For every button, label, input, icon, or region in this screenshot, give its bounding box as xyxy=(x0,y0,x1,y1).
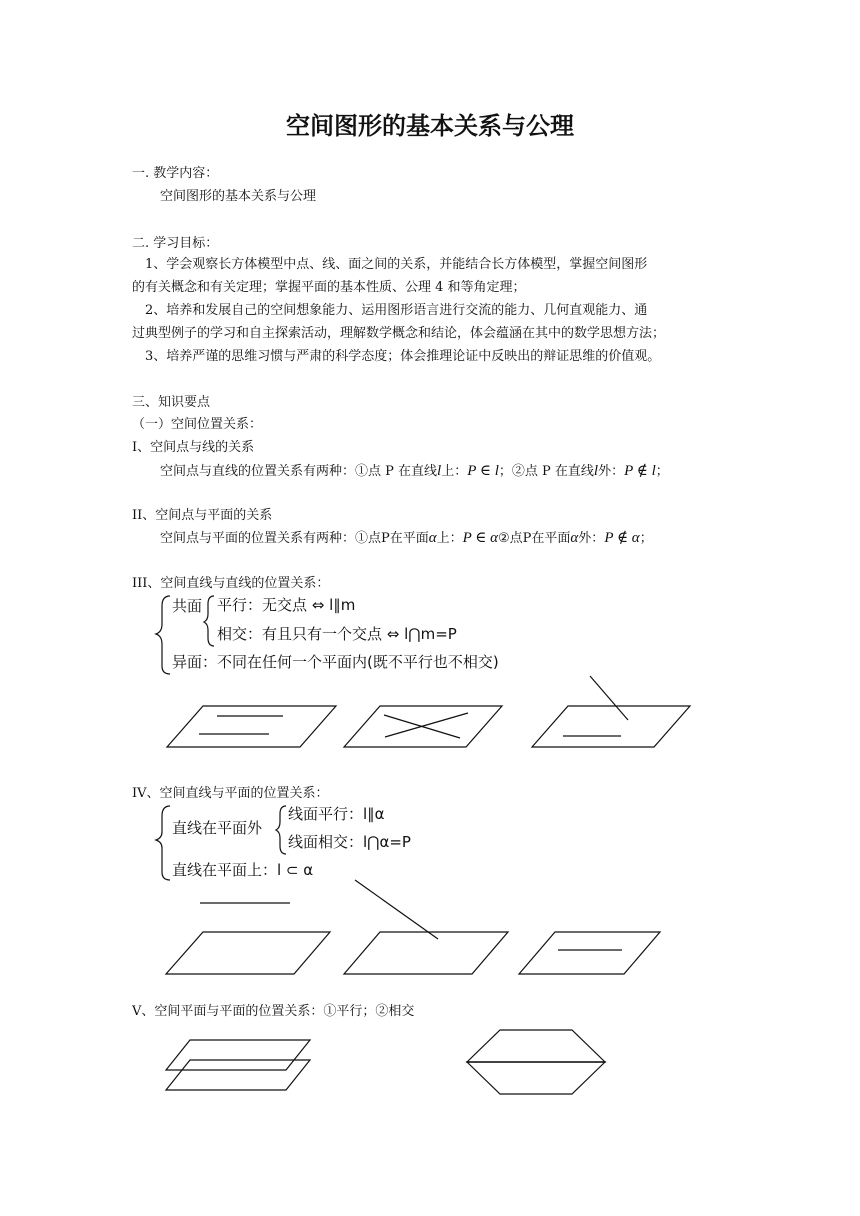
page-title: 空间图形的基本关系与公理 xyxy=(286,112,574,140)
text-a: 空间点与平面的位置关系有两种：①点P在平面 xyxy=(160,531,429,546)
symbol-alpha: α xyxy=(428,530,437,546)
goal-line-3: 2、培养和发展自己的空间想象能力、运用图形语言进行交流的能力、几何直观能力、通 xyxy=(145,303,648,318)
symbol-l: l xyxy=(437,463,442,479)
section3-heading: 三、知识要点 xyxy=(132,395,211,410)
formula-p-notin-alpha: P ∉ α xyxy=(604,530,640,546)
text-d: 外： xyxy=(598,464,625,479)
parallel-line-label: 平行：无交点 ⇔ l∥m xyxy=(217,596,356,614)
line-in-plane-figure xyxy=(519,932,660,974)
goal-line-2: 的有关概念和有关定理；掌握平面的基本性质、公理 4 和等角定理； xyxy=(132,280,526,295)
section2-heading: 二. 学习目标： xyxy=(132,236,219,251)
line-plane-intersect-label: 线面相交：l⋂α=P xyxy=(288,833,411,851)
brace-icon xyxy=(156,596,214,674)
heading-V: V、空间平面与平面的位置关系：①平行；②相交 xyxy=(132,1004,415,1019)
line-plane-parallel-label: 线面平行：l∥α xyxy=(288,805,385,823)
parallel-lines-figure xyxy=(167,706,336,747)
section1-heading: 一. 教学内容： xyxy=(132,166,219,181)
section3-sub1: （一）空间位置关系： xyxy=(132,417,263,432)
heading-II: II、空间点与平面的关系 xyxy=(132,508,273,523)
text-d: 外： xyxy=(578,531,605,546)
text-e: ； xyxy=(655,464,669,479)
section1-body: 空间图形的基本关系与公理 xyxy=(160,189,317,204)
line-parallel-plane-figure xyxy=(166,903,330,974)
intersect-line-label: 相交：有且只有一个交点 ⇔ l⋂m=P xyxy=(217,625,457,643)
goal-line-1: 1、学会观察长方体模型中点、线、面之间的关系，并能结合长方体模型，掌握空间图形 xyxy=(145,257,648,272)
brace-icon xyxy=(156,806,286,880)
goal-line-4: 过典型例子的学习和自主探索活动，理解数学概念和结论，体会蕴涵在其中的数学思想方法； xyxy=(132,326,666,341)
symbol-l: l xyxy=(593,463,599,479)
formula-p-notin-l: P ∉ l xyxy=(624,463,656,479)
formula-p-in-l: P ∈ l xyxy=(467,463,499,479)
intersecting-lines-figure xyxy=(344,706,502,747)
text-b: 上： xyxy=(436,531,463,546)
text-c: ；②点 P 在直线 xyxy=(498,464,594,479)
line-on-plane-label: 直线在平面上：l ⊂ α xyxy=(172,861,314,879)
intersecting-planes-figure xyxy=(467,1030,605,1094)
goal-line-5: 3、培养严谨的思维习惯与严肃的科学态度；体会推理论证中反映出的辩证思维的价值观。 xyxy=(145,349,661,364)
heading-III: III、空间直线与直线的位置关系： xyxy=(132,576,330,591)
skew-lines-figure xyxy=(532,676,690,747)
heading-I: I、空间点与线的关系 xyxy=(132,440,255,455)
text-a: 空间点与直线的位置关系有两种：①点 P 在直线 xyxy=(160,464,438,479)
formula-p-in-alpha: P ∈ α xyxy=(462,530,499,546)
heading-IV: IV、空间直线与平面的位置关系： xyxy=(132,786,329,801)
outside-plane-label: 直线在平面外 xyxy=(172,819,263,837)
line-intersect-plane-figure xyxy=(344,880,508,974)
text-c: ②点P在平面 xyxy=(498,531,571,546)
skew-line-label: 异面：不同在任何一个平面内(既不平行也不相交) xyxy=(172,653,499,671)
parallel-planes-figure xyxy=(166,1040,310,1090)
text-e: ； xyxy=(639,531,653,546)
coplanar-label: 共面 xyxy=(172,597,203,615)
text-b: 上： xyxy=(441,464,468,479)
symbol-alpha: α xyxy=(570,530,579,546)
